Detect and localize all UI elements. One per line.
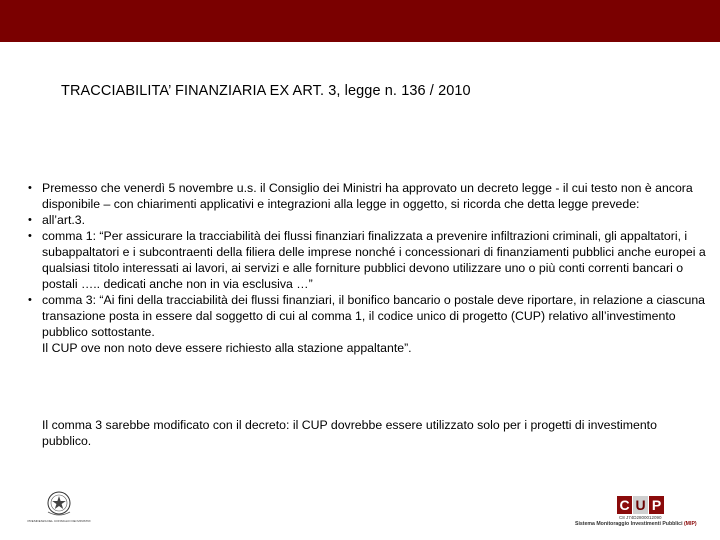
cup-logo — [575, 496, 715, 530]
bullet-dot: • — [28, 214, 32, 226]
bullet-dot: • — [28, 182, 32, 194]
cup-letter-u: U — [633, 496, 648, 514]
cup-subtitle-mip: (MIP) — [683, 521, 697, 527]
bullet-text: comma 1: “Per assicurare la tracciabilità dei flussi finanziari finalizzata a prevenire infiltrazioni criminali, gli appaltatori, i subappaltatori e i subcontraenti della filiera delle imprese nonché i concessionari di finanziamenti pubblici anche europei a qualsiasi titolo interessati ai lavori, ai servizi e alle forniture pubblici devono utilizzare uno o più conti correnti bancari o postali ….. dedicati anche non in via esclusiva …” — [42, 229, 706, 291]
bullet-dot: • — [28, 230, 32, 242]
header-bar — [0, 0, 720, 42]
note-paragraph: Il comma 3 sarebbe modificato con il decreto: il CUP dovrebbe essere utilizzato solo per i progetti di investimento pubblico. — [42, 418, 657, 448]
cup-letter-p: P — [649, 496, 664, 514]
cup-subtitle-main: Sistema Monitoraggio Investimenti Pubblici — [575, 521, 684, 527]
bullet-item — [28, 212, 708, 228]
bullet-text: all’art.3. — [42, 213, 86, 227]
bullet-item — [28, 228, 708, 292]
slide-title: TRACCIABILITA’ FINANZIARIA EX ART. 3, legge n. 136 / 2010 — [61, 83, 471, 99]
bullet-continuation: Il CUP ove non noto deve essere richiesto alla stazione appaltante”. — [42, 341, 412, 355]
emblem-icon — [12, 490, 106, 518]
bullet-list — [28, 180, 708, 356]
government-seal — [12, 490, 106, 526]
bullet-text: comma 3: “Ai fini della tracciabilità dei flussi finanziari, il bonifico bancario o postale deve riportare, in relazione a ciascuna transazione posta in essere dal soggetto di cui al comma 1, il codice unico di progetto (CUP) relativo all’investimento pubblico sottostante. — [42, 293, 705, 339]
cup-letters — [617, 496, 665, 514]
bullet-dot: • — [28, 294, 32, 306]
cup-subtitle — [575, 521, 697, 527]
cup-letter-c: C — [617, 496, 632, 514]
bullet-item — [28, 180, 708, 212]
bullet-text: Premesso che venerdì 5 novembre u.s. il Consiglio dei Ministri ha approvato un decreto legge - il cui testo non è ancora disponibile – con chiarimenti applicativi e integrazioni alla legge in oggetto, si ricorda che detta legge prevede: — [42, 181, 693, 211]
bullet-item — [28, 292, 708, 356]
cup-code: C8 J74D2800012090 — [619, 515, 662, 520]
seal-caption: PRESIDENZA DEL CONSIGLIO DEI MINISTRI — [27, 519, 91, 523]
